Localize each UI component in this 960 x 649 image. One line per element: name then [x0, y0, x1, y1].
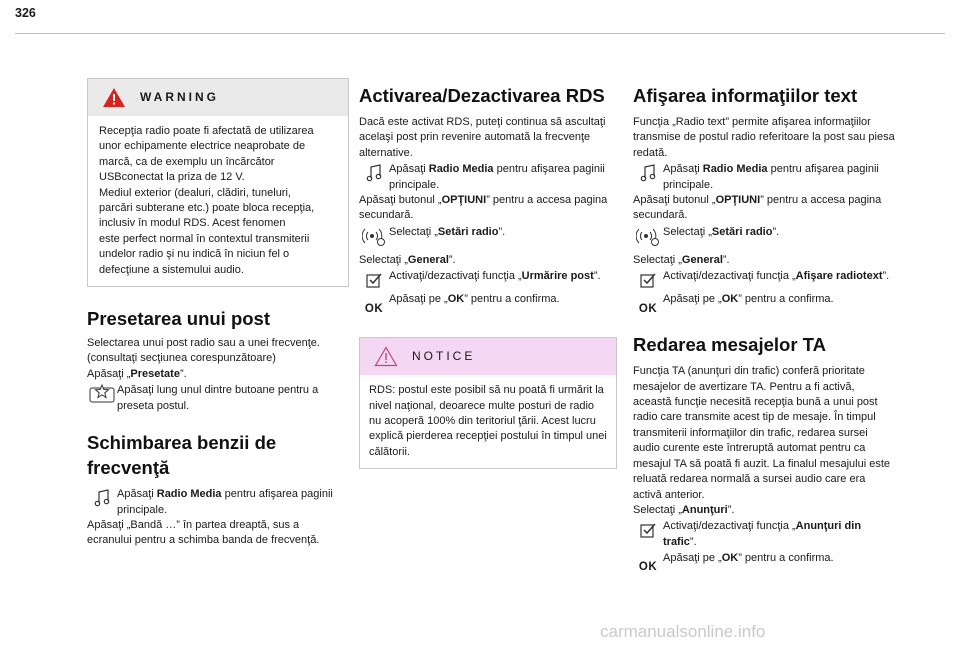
column-middle: [359, 78, 617, 469]
warning-box: [87, 78, 349, 287]
preset-step: [87, 383, 349, 414]
band-heading-line2: frecvenţă: [87, 457, 170, 479]
preset-heading: Presetarea unui post: [87, 308, 271, 330]
notice-title: NOTICE: [412, 349, 476, 364]
music-note-icon: [359, 162, 389, 184]
ta-select-paragraph: Selectaţi „Anunţuri”.: [633, 503, 735, 516]
music-note-icon: [87, 487, 117, 509]
warning-line: este perfect normal în contextul transmiterii: [99, 232, 310, 245]
warning-header: [88, 79, 348, 116]
radio-settings-icon: [359, 225, 389, 247]
rds-heading: Activarea/Dezactivarea RDS: [359, 85, 605, 106]
band-paragraph: ecranului pentru a schimba banda de frecvenţă.: [87, 534, 320, 547]
band-step: [87, 487, 349, 518]
text-info-step-ok: OK Apăsaţi pe „OK” pentru a confirma.: [633, 292, 895, 320]
text-info-step-radio-media: Apăsaţi Radio Media pentru afişarea paginii principale.: [633, 162, 895, 193]
notice-body: [360, 375, 616, 468]
warning-line: parcări subterane etc.) poate bloca recepţia,: [99, 202, 315, 215]
top-divider: [15, 33, 945, 34]
notice-header: [360, 338, 616, 375]
page-number: 326: [15, 6, 36, 20]
preset-paragraph: Apăsaţi „Presetate”.: [87, 367, 187, 380]
warning-line: unor echipamente electrice neaprobate de: [99, 140, 306, 153]
checkbox-icon: [633, 519, 663, 541]
music-note-icon: [633, 162, 663, 184]
ok-icon: OK: [638, 561, 658, 574]
watermark: carmanualsonline.info: [600, 622, 766, 641]
column-left: [87, 78, 349, 549]
rds-intro: Dacă este activat RDS, puteţi continua să ascultaţi acelaşi post prin revenire automată la frecvenţe alternative.: [359, 116, 606, 159]
text-info-step-settings: Selectaţi „Setări radio”.: [633, 225, 895, 247]
warning-line: defecţiune a sistemului audio.: [99, 263, 244, 276]
text-info-step-toggle: Activaţi/dezactivaţi funcţia „Afişare radiotext”.: [633, 269, 895, 291]
text-info-options-paragraph: Apăsaţi butonul „OPŢIUNI” pentru a accesa pagina secundară.: [633, 194, 882, 222]
column-right: [633, 78, 895, 579]
warning-line: Mediul exterior (dealuri, clădiri, tuneluri,: [99, 186, 291, 199]
rds-step-ok: OK Apăsaţi pe „OK” pentru a confirma.: [359, 292, 617, 320]
band-step-text: Apăsaţi Radio Media pentru afişarea paginii principale.: [117, 488, 333, 516]
checkbox-icon: [359, 269, 389, 291]
ok-icon: OK: [638, 302, 658, 315]
ta-heading: Redarea mesajelor TA: [633, 334, 826, 356]
ta-intro: Funcţia TA (anunţuri din trafic) conferă prioritate mesajelor de avertizare TA. Pentru a fi activă, această funcţie necesită recepţia bună a unui post radio care transmite acest tip de mesaje. În timpul transmiterii informaţiilor din trafic, redarea sursei audio curente este întreruptă automat pentru ca mesajul TA să poată fi auzit. La finalul mesajului este reluată redarea normală a sursei audio care era activă anterior.: [633, 365, 891, 501]
radio-settings-icon: [633, 225, 663, 247]
preset-paragraph: Selectarea unui post radio sau a unei frecvenţe.: [87, 337, 320, 350]
ok-icon: OK: [364, 302, 384, 315]
preset-star-icon: [87, 383, 117, 405]
warning-line: USBconectat la priza de 12 V.: [99, 171, 245, 184]
text-info-intro: Funcţia „Radio text” permite afişarea informaţiilor transmise de postul radio referitoare la post sau piesa redată.: [633, 116, 895, 159]
text-info-general-paragraph: Selectaţi „General”.: [633, 253, 730, 266]
warning-body: [88, 116, 348, 286]
rds-step-toggle: Activaţi/dezactivaţi funcţia „Urmărire post”.: [359, 269, 617, 291]
rds-options-paragraph: Apăsaţi butonul „OPŢIUNI” pentru a accesa pagina secundară.: [359, 194, 608, 222]
rds-step-settings: Selectaţi „Setări radio”.: [359, 225, 617, 247]
rds-general-paragraph: Selectaţi „General”.: [359, 253, 456, 266]
warning-line: undelor radio şi nu indică în niciun fel o: [99, 248, 290, 261]
warning-triangle-icon: [102, 87, 126, 108]
band-paragraph: Apăsaţi „Bandă …” în partea dreaptă, sus a: [87, 518, 300, 531]
notice-triangle-icon: [374, 346, 398, 367]
warning-line: marcă, ca de exemplu un încărcător: [99, 155, 275, 168]
warning-title: WARNING: [140, 89, 219, 104]
ta-step-toggle: Activaţi/dezactivaţi funcţia „Anunţuri din trafic”.: [633, 519, 895, 550]
warning-line: Recepţia radio poate fi afectată de utilizarea: [99, 125, 314, 137]
preset-step-text: Apăsaţi lung unul dintre butoane pentru a preseta postul.: [117, 384, 319, 412]
rds-step-radio-media: Apăsaţi Radio Media pentru afişarea paginii principale.: [359, 162, 617, 193]
notice-text: RDS: postul este posibil să nu poată fi urmărit la nivel naţional, deoarece multe posturi de radio nu acoperă 100% din teritoriul ţării. Acest lucru explică pierderea recepţiei postului în timpul unei călătorii.: [369, 384, 607, 458]
ta-step-ok: OK Apăsaţi pe „OK” pentru a confirma.: [633, 551, 895, 579]
checkbox-icon: [633, 269, 663, 291]
band-heading-line1: Schimbarea benzii de: [87, 432, 277, 454]
preset-paragraph: (consultaţi secţiunea corespunzătoare): [87, 352, 276, 365]
warning-line: inclusiv în modul RDS. Acest fenomen: [99, 217, 286, 230]
text-info-heading: Afişarea informaţiilor text: [633, 85, 858, 106]
notice-box: [359, 337, 617, 469]
